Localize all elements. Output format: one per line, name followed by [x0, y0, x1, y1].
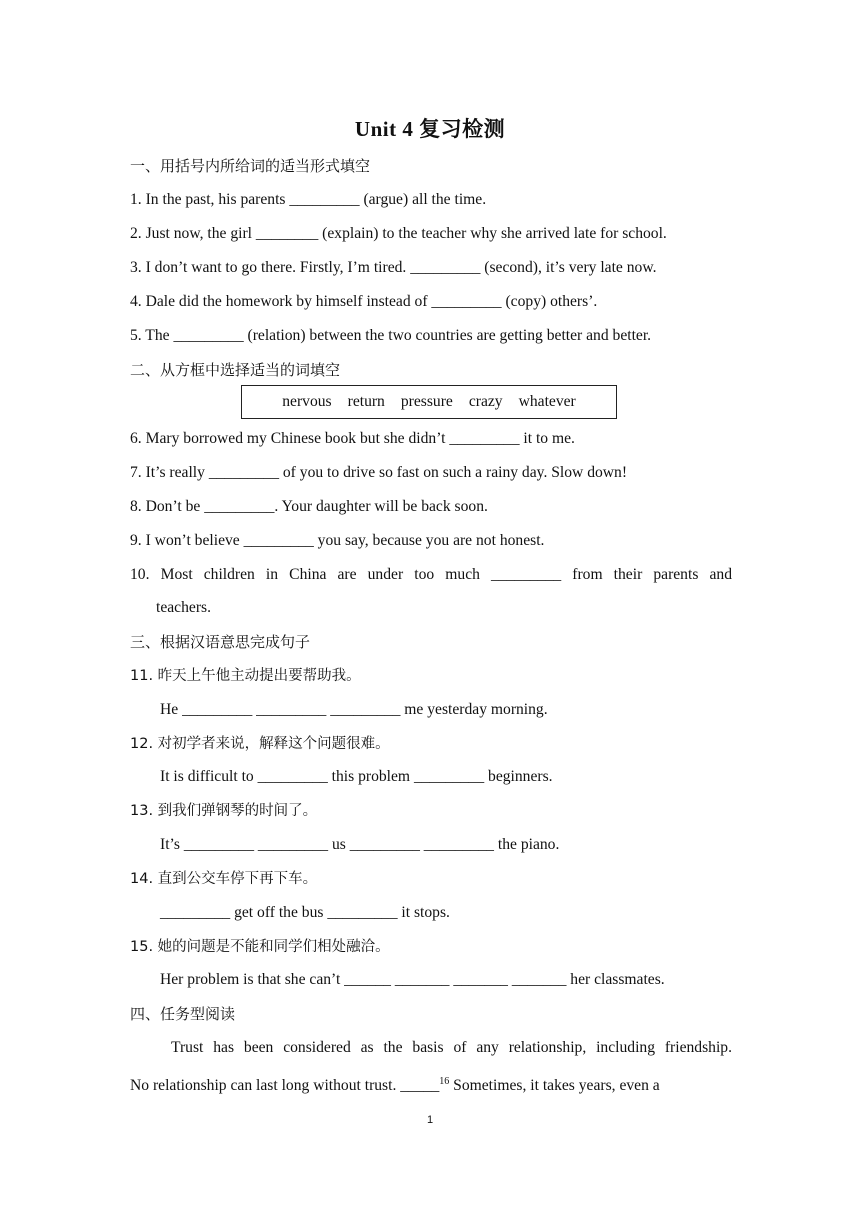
question-15-english: Her problem is that she can’t ______ _______ _______ _______ her classmates.	[160, 971, 665, 988]
page-title: Unit 4 复习检测	[354, 117, 506, 141]
question-5: 5. The _________ (relation) between the two countries are getting better and better.	[130, 327, 652, 344]
page-number: 1	[426, 1114, 434, 1126]
word-option: return	[347, 393, 385, 410]
word-option: crazy	[468, 393, 503, 410]
word-box	[241, 385, 617, 419]
section-3-heading: 三、根据汉语意思完成句子	[130, 633, 311, 651]
reading-text: Sometimes, it takes years, even a	[449, 1077, 660, 1095]
question-12-english: It is difficult to _________ this problem _________ beginners.	[160, 768, 553, 785]
word-option: pressure	[400, 393, 453, 410]
question-10-continued: teachers.	[156, 599, 211, 616]
question-3: 3. I don’t want to go there. Firstly, I’m tired. _________ (second), it’s very late now.	[130, 259, 657, 276]
question-10: 10. Most children in China are under too much _________ from their parents and	[130, 566, 732, 583]
question-7: 7. It’s really _________ of you to drive so fast on such a rainy day. Slow down!	[130, 464, 628, 481]
section-4-heading: 四、任务型阅读	[130, 1005, 236, 1023]
question-6: 6. Mary borrowed my Chinese book but she didn’t _________ it to me.	[130, 430, 575, 447]
word-option: nervous	[282, 393, 332, 410]
question-13-english: It’s _________ _________ us _________ _________ the piano.	[160, 836, 560, 853]
question-14-chinese: 14. 直到公交车停下再下车。	[130, 871, 318, 887]
question-4: 4. Dale did the homework by himself instead of _________ (copy) others’.	[130, 293, 598, 310]
question-9: 9. I won’t believe _________ you say, because you are not honest.	[130, 532, 545, 549]
reading-text: No relationship can last long without trust. _____	[130, 1077, 440, 1095]
reading-paragraph-line-1: Trust has been considered as the basis of any relationship, including friendship.	[171, 1039, 732, 1056]
question-11-chinese: 11. 昨天上午他主动提出要帮助我。	[130, 668, 361, 684]
question-11-english: He _________ _________ _________ me yesterday morning.	[160, 701, 548, 718]
question-14-english: _________ get off the bus _________ it stops.	[160, 904, 450, 921]
reading-paragraph-line-2	[130, 1072, 732, 1096]
section-2-heading: 二、从方框中选择适当的词填空	[130, 361, 341, 379]
question-15-chinese: 15. 她的问题是不能和同学们相处融洽。	[130, 939, 390, 955]
question-2: 2. Just now, the girl ________ (explain) to the teacher why she arrived late for school.	[130, 225, 667, 242]
question-8: 8. Don’t be _________. Your daughter will be back soon.	[130, 498, 488, 515]
word-option: whatever	[518, 393, 576, 410]
question-13-chinese: 13. 到我们弹钢琴的时间了。	[130, 803, 318, 819]
section-1-heading: 一、用括号内所给词的适当形式填空	[130, 157, 371, 175]
question-12-chinese: 12. 对初学者来说，解释这个问题很难。	[130, 736, 390, 752]
question-1: 1. In the past, his parents _________ (argue) all the time.	[130, 191, 487, 208]
blank-number: 16	[439, 1076, 450, 1087]
